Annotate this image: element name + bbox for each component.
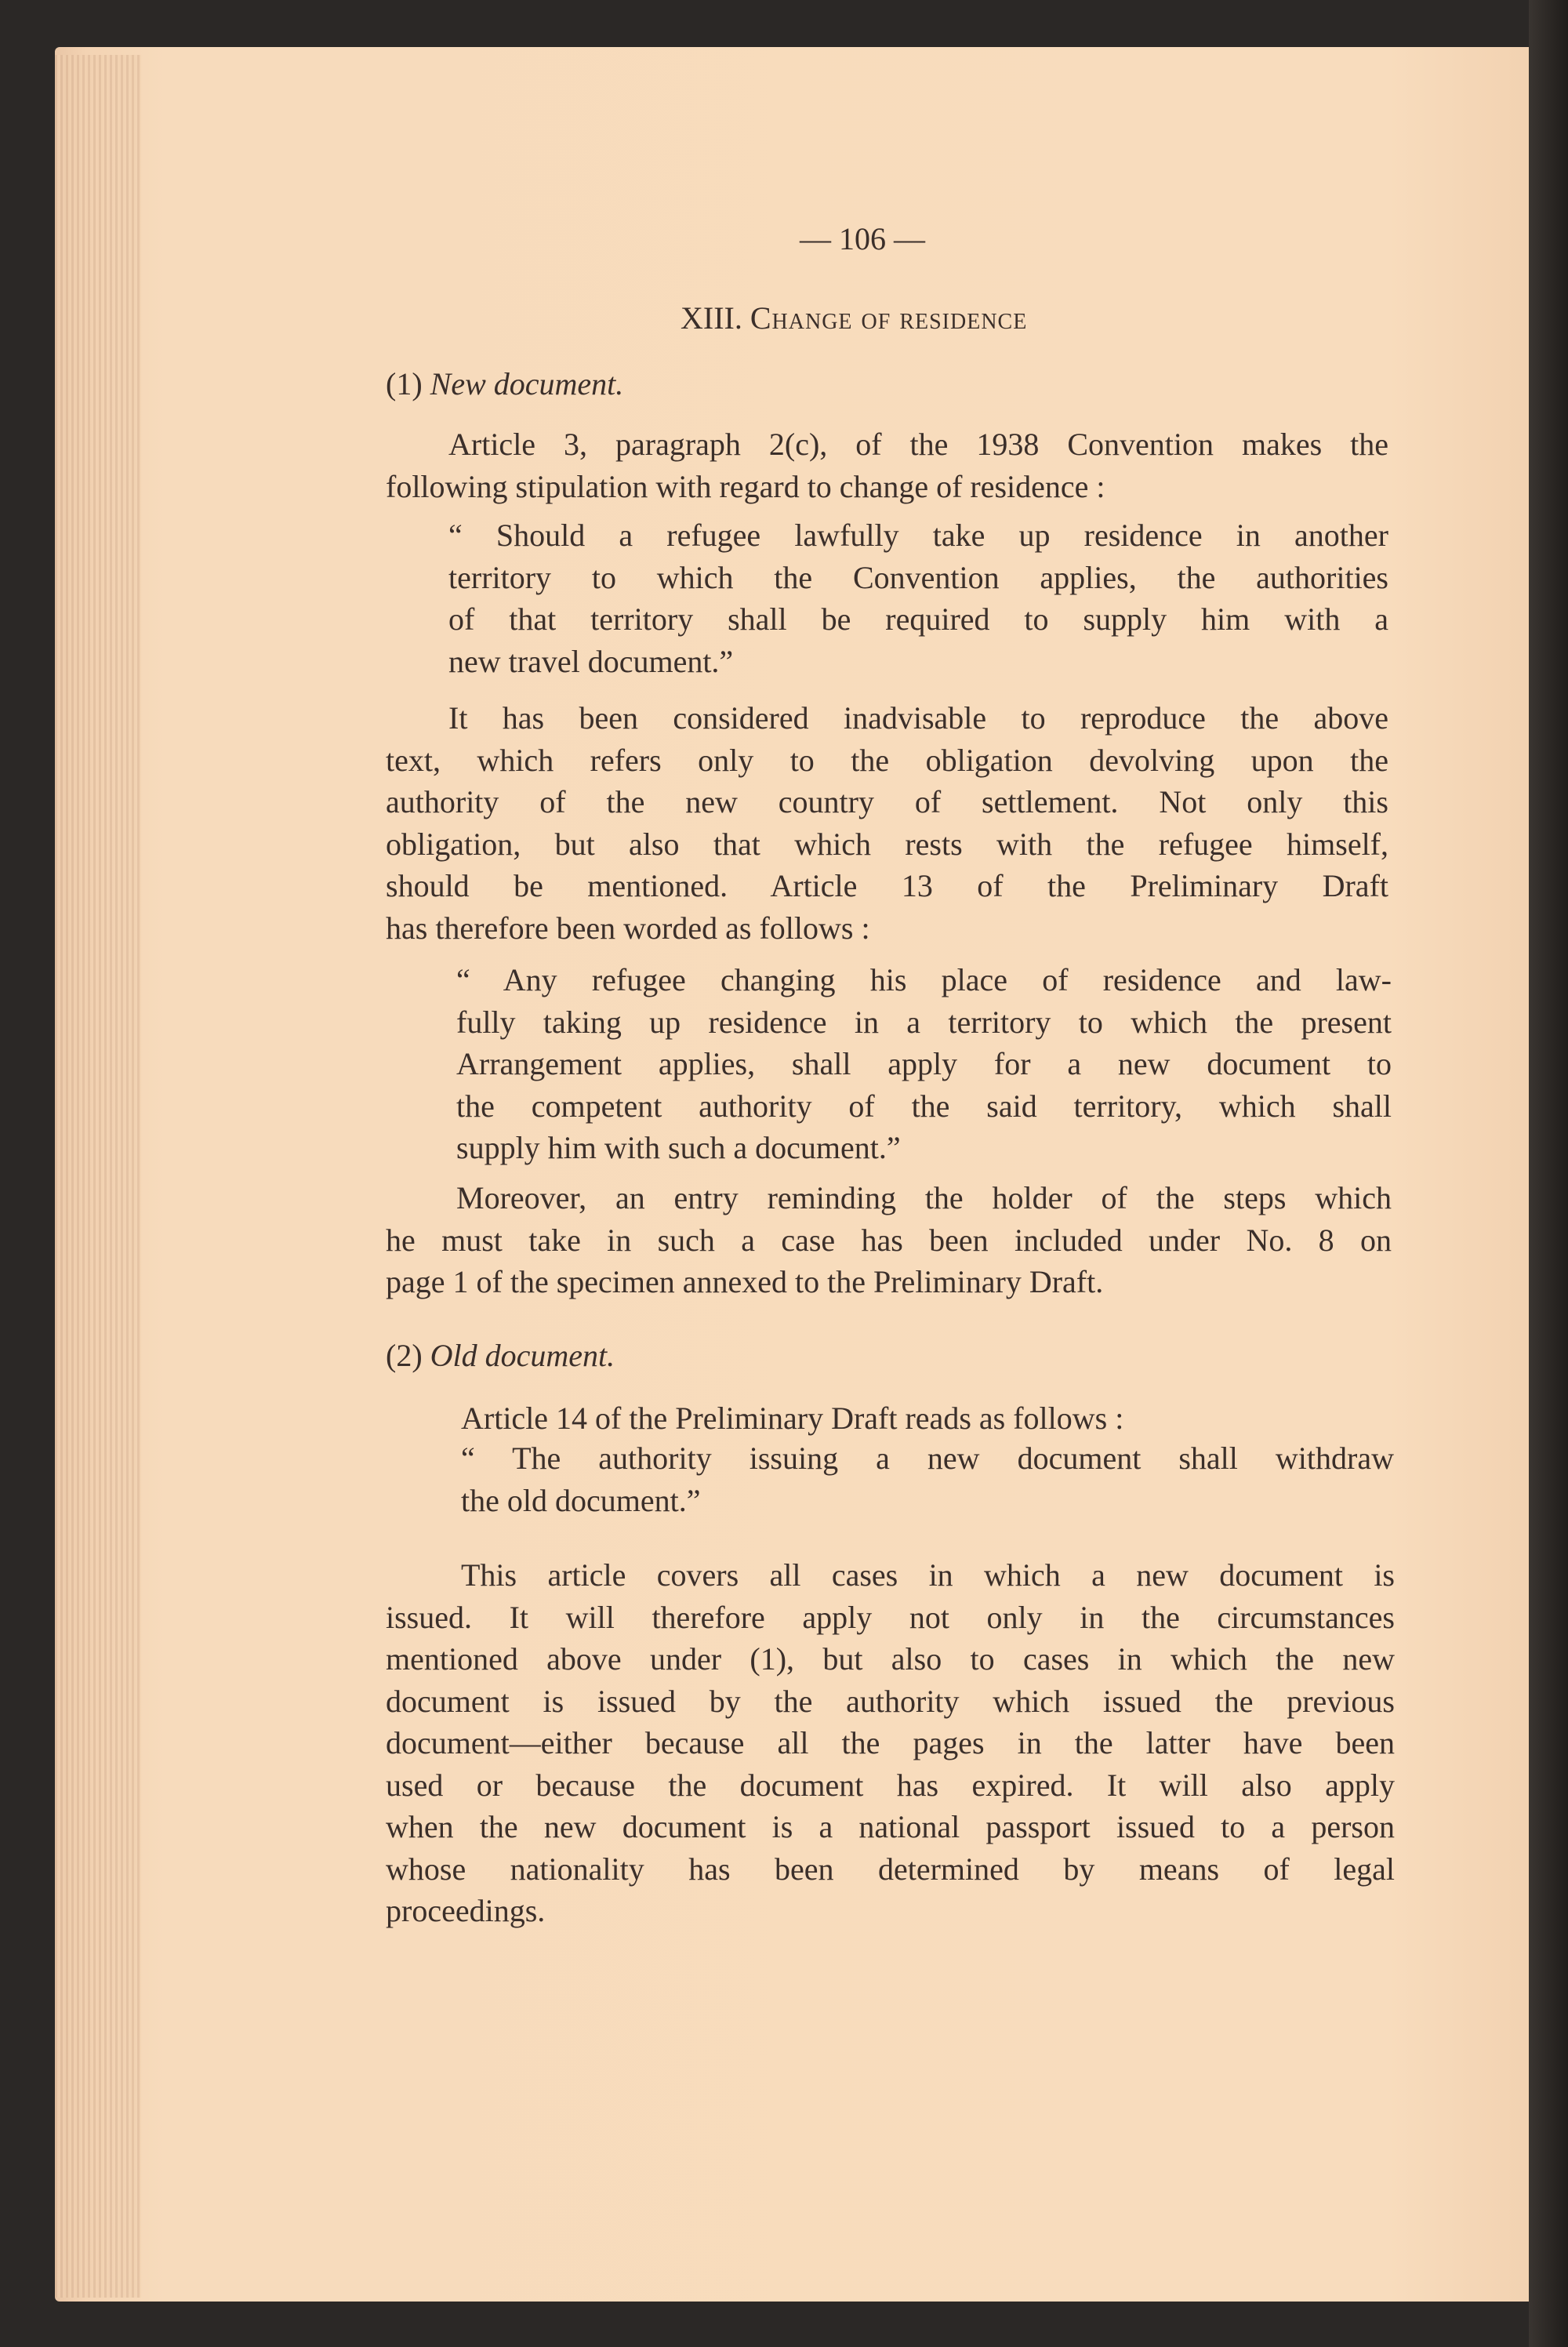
- text-line: page 1 of the specimen annexed to the Preliminary Draft.: [386, 1264, 1104, 1299]
- text-line: It has been considered inadvisable to reproduce the above: [448, 700, 1388, 736]
- section-2-heading: [386, 1335, 615, 1377]
- section-label: (2): [386, 1338, 423, 1373]
- text-line: issued. It will therefore apply not only in the circumstances: [386, 1599, 1395, 1635]
- paragraph: [386, 697, 1388, 949]
- text-line: This article covers all cases in which a new document is: [461, 1557, 1395, 1593]
- block-quote: [448, 514, 1388, 682]
- text-line: territory to which the Convention applies, the authorities: [448, 559, 1388, 595]
- text-line: mentioned above under (1), but also to cases in which the new: [386, 1641, 1395, 1677]
- text-line: Article 3, paragraph 2(c), of the 1938 Convention makes the: [448, 427, 1388, 462]
- text-line: supply him with such a document.”: [456, 1130, 901, 1165]
- text-line: should be mentioned. Article 13 of the Preliminary Draft: [386, 868, 1388, 903]
- book-page: [55, 47, 1529, 2302]
- text-line: whose nationality has been determined by means of legal: [386, 1851, 1395, 1887]
- text-line: text, which refers only to the obligation devolving upon the: [386, 742, 1388, 778]
- block-quote: [456, 959, 1392, 1169]
- text-line: “ The authority issuing a new document shall withdraw: [461, 1441, 1394, 1476]
- text-line: authority of the new country of settlement. Not only this: [386, 784, 1388, 819]
- section-1-heading: [386, 363, 623, 405]
- page-edges: [55, 55, 141, 2298]
- section-title: Old document.: [430, 1338, 615, 1373]
- text-line: new travel document.”: [448, 643, 734, 679]
- text-line: used or because the document has expired. It will also apply: [386, 1767, 1395, 1803]
- text-line: when the new document is a national passport issued to a person: [386, 1809, 1395, 1844]
- text-line: he must take in such a case has been included under No. 8 on: [386, 1222, 1392, 1258]
- page-number: — 106 —: [800, 221, 925, 256]
- paragraph: [386, 423, 1388, 507]
- text-line: Moreover, an entry reminding the holder of the steps which: [456, 1180, 1392, 1215]
- text-line: “ Any refugee changing his place of residence and law-: [456, 962, 1392, 997]
- text-line: Article 14 of the Preliminary Draft reads as follows :: [461, 1401, 1124, 1436]
- text-line: the old document.”: [461, 1482, 701, 1518]
- paragraph: [386, 1554, 1395, 1932]
- block-quote: [461, 1437, 1394, 1521]
- text-line: Arrangement applies, shall apply for a new document to: [456, 1046, 1392, 1081]
- text-line: “ Should a refugee lawfully take up residence in another: [448, 518, 1388, 553]
- text-line: obligation, but also that which rests with the refugee himself,: [386, 826, 1388, 862]
- section-title: New document.: [430, 366, 624, 401]
- text-line: of that territory shall be required to supply him with a: [448, 601, 1388, 637]
- text-line: fully taking up residence in a territory to which the present: [456, 1004, 1392, 1040]
- text-line: following stipulation with regard to change of residence :: [386, 468, 1105, 504]
- text-line: has therefore been worded as follows :: [386, 910, 870, 946]
- paragraph: [386, 1397, 1395, 1440]
- facing-page-edge: [1529, 0, 1568, 2347]
- paragraph: [386, 1177, 1392, 1303]
- text-line: the competent authority of the said territory, which shall: [456, 1088, 1392, 1124]
- text-line: document is issued by the authority which issued the previous: [386, 1683, 1395, 1719]
- chapter-heading: [681, 297, 1027, 340]
- text-line: proceedings.: [386, 1893, 546, 1928]
- section-label: (1): [386, 366, 423, 401]
- chapter-numeral: XIII.: [681, 300, 742, 336]
- chapter-title: Change of residence: [750, 300, 1028, 336]
- text-line: document—either because all the pages in the latter have been: [386, 1725, 1395, 1760]
